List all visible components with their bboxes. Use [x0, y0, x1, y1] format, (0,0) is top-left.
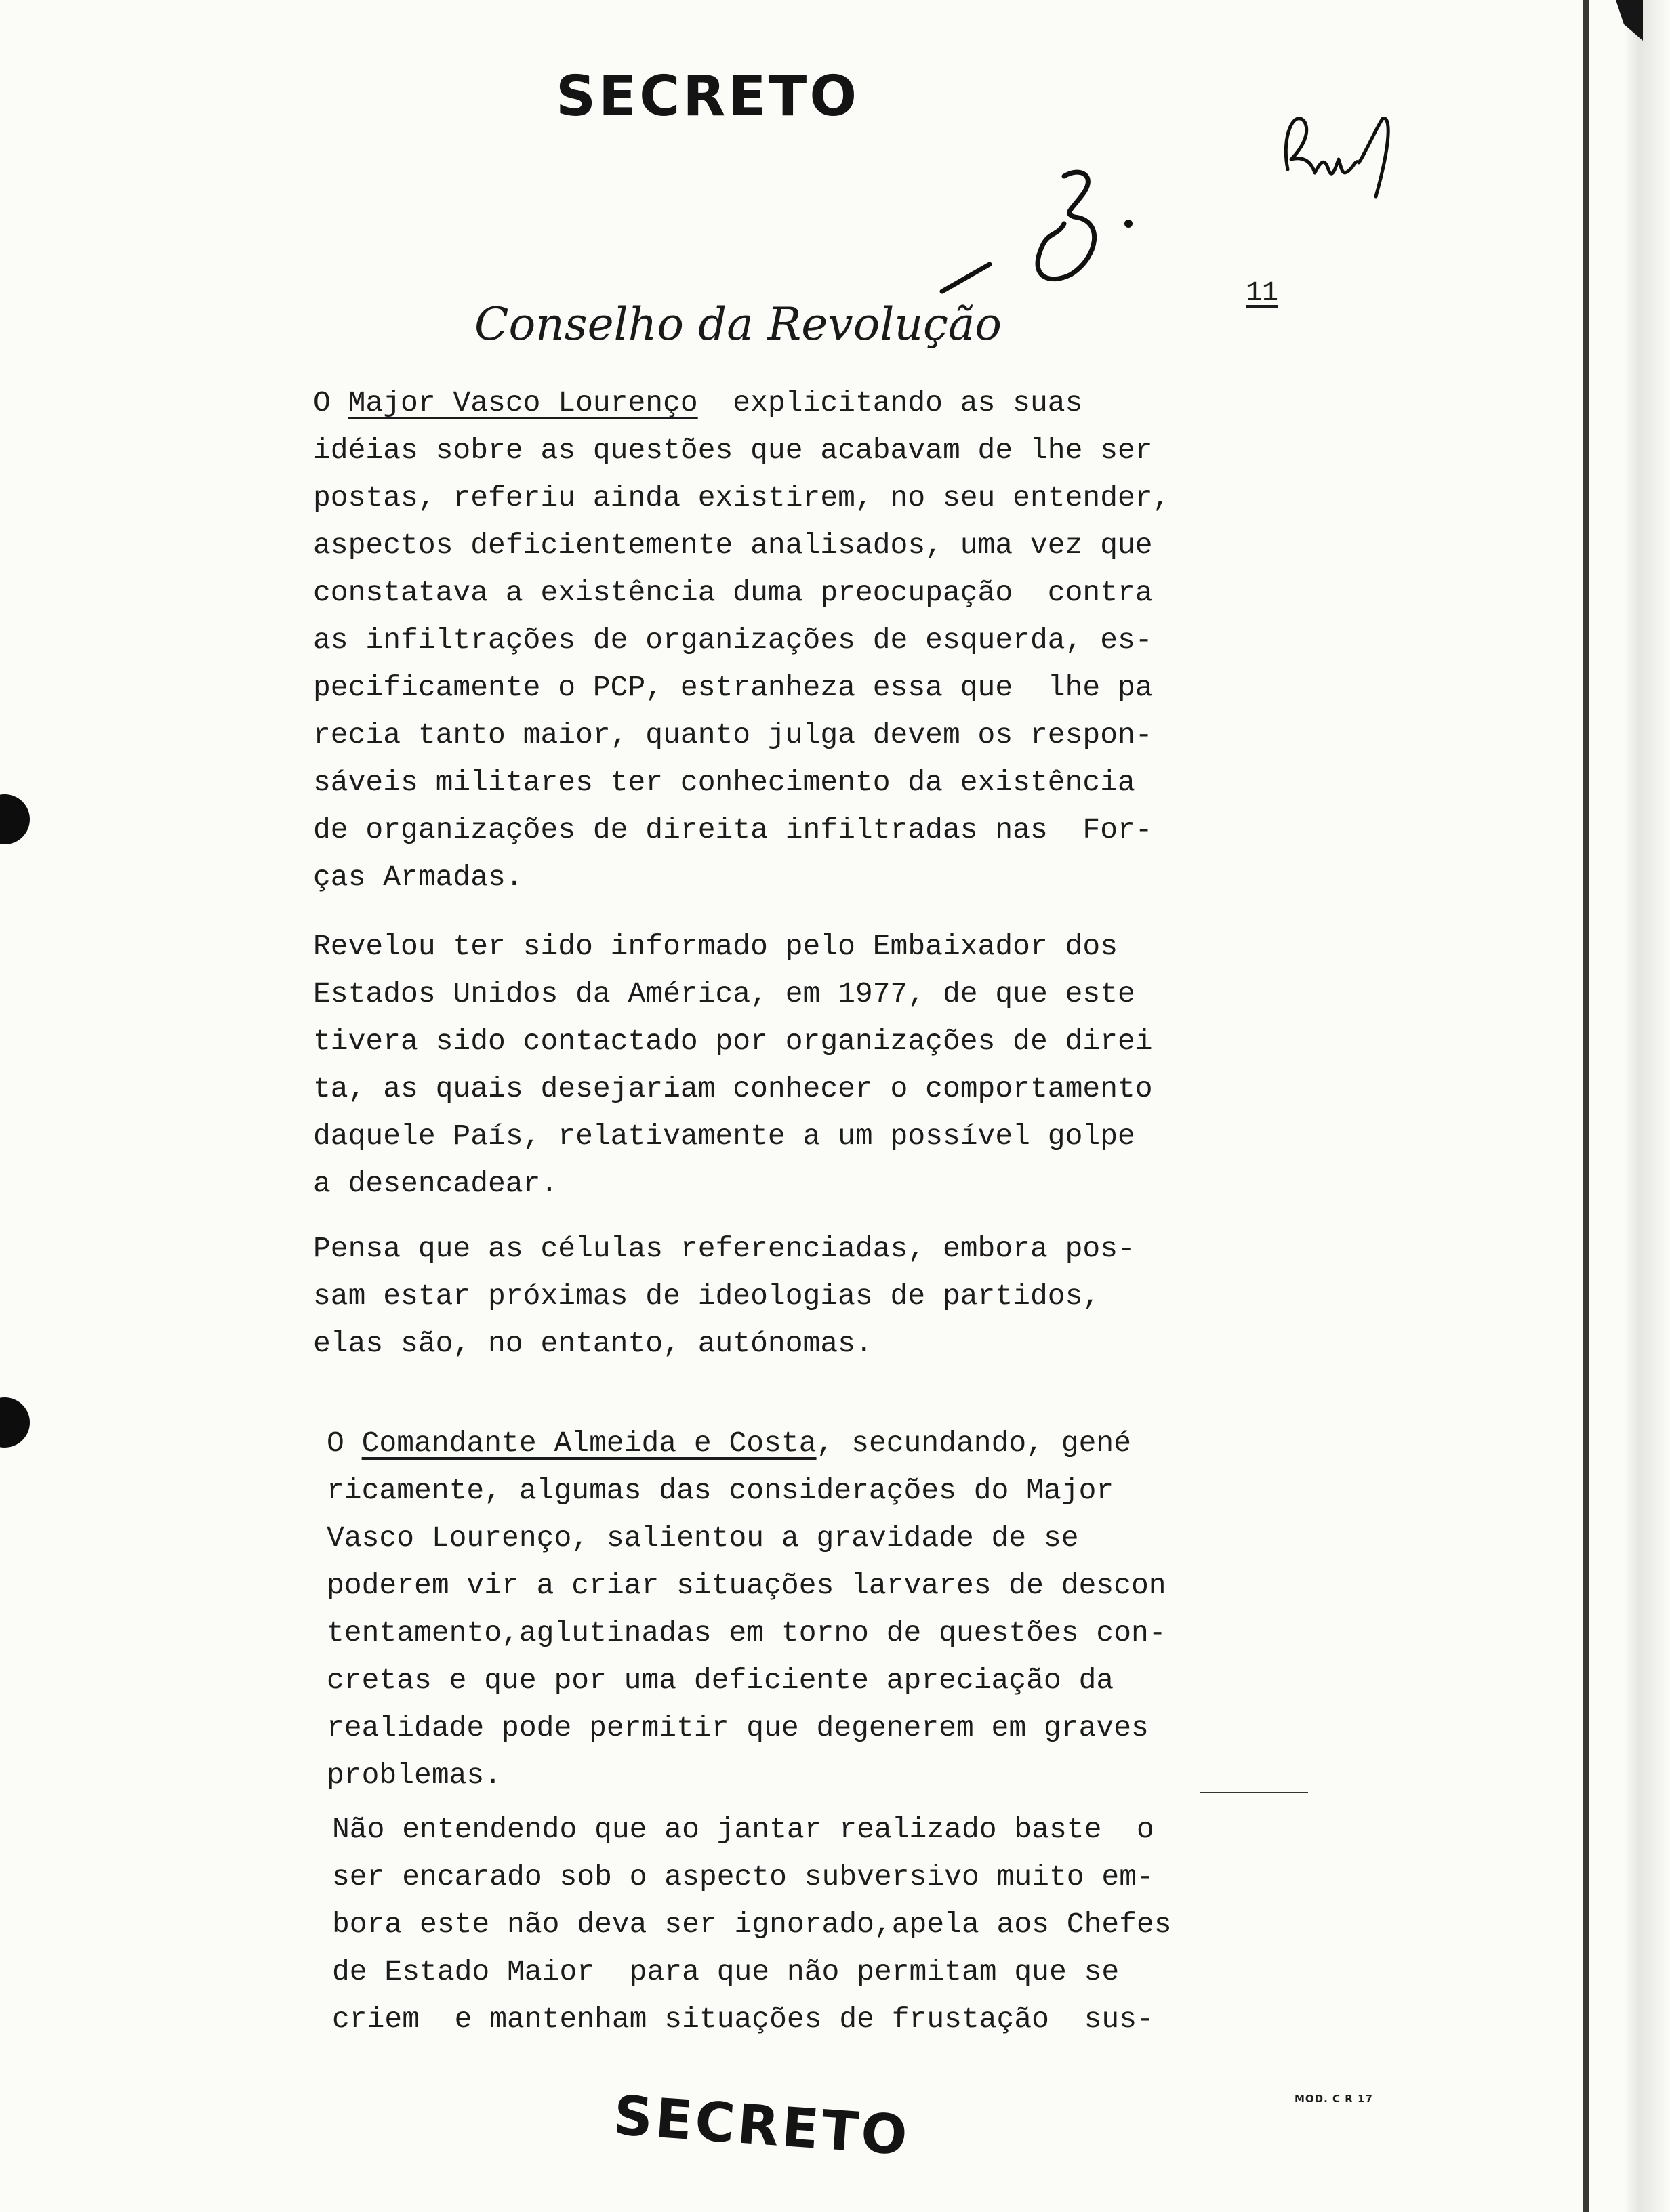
text-line: criem e mantenham situações de frustação sus- [332, 2003, 1154, 2036]
text-line: postas, referiu ainda existirem, no seu entender, [313, 481, 1170, 514]
text-line: tivera sido contactado por organizações de direi [313, 1025, 1153, 1058]
text-line: ças Armadas. [313, 861, 523, 894]
paragraph-1 [313, 380, 1235, 901]
paragraph-2 [313, 923, 1235, 1208]
text-line: tentamento,aglutinadas em torno de questões con- [327, 1616, 1166, 1650]
text-line: bora este não deva ser ignorado,apela aos Chefes [332, 1908, 1172, 1941]
page-number: 11 [1246, 278, 1279, 308]
form-model-code: MOD. C R 17 [1295, 2093, 1373, 2105]
binding-edge-line [1583, 0, 1589, 2212]
text-line: problemas. [327, 1759, 502, 1792]
line-prefix: O [327, 1427, 362, 1460]
classification-stamp-bottom: SECRETO [611, 2083, 912, 2168]
punch-hole-bottom [0, 1397, 30, 1448]
text-line: ser encarado sob o aspecto subversivo muito em- [332, 1860, 1154, 1893]
text-line: as infiltrações de organizações de esquerda, es- [313, 623, 1153, 657]
text-line [313, 380, 1235, 427]
handwritten-folio-mark [935, 156, 1152, 305]
text-line: idéias sobre as questões que acabavam de lhe ser [313, 434, 1153, 467]
line-suffix: , secundando, gené [816, 1427, 1132, 1460]
text-line: Vasco Lourenço, salientou a gravidade de se [327, 1521, 1079, 1555]
speaker-name: Major Vasco Lourenço [348, 386, 698, 419]
text-line: daquele País, relativamente a um possível golpe [313, 1120, 1135, 1153]
text-line: poderem vir a criar situações larvares de descon [327, 1569, 1166, 1602]
line-prefix: O [313, 386, 348, 419]
text-line: aspectos deficientemente analisados, uma vez que [313, 529, 1153, 562]
letterhead-title: Conselho da Revolução [474, 298, 1002, 350]
speaker-name: Comandante Almeida e Costa [361, 1427, 817, 1460]
paragraph-4 [327, 1420, 1248, 1799]
text-line: elas são, no entanto, autónomas. [313, 1327, 873, 1360]
text-line: ricamente, algumas das considerações do Major [327, 1474, 1114, 1507]
paragraph-5 [332, 1806, 1254, 2043]
handwritten-initials [1274, 95, 1410, 210]
text-line: constatava a existência duma preocupação contra [313, 576, 1153, 609]
text-line: sam estar próximas de ideologias de partidos, [313, 1279, 1101, 1313]
text-line: sáveis militares ter conhecimento da existência [313, 766, 1135, 799]
text-line: Pensa que as células referenciadas, embora pos- [313, 1232, 1135, 1265]
text-line: realidade pode permitir que degenerem em graves [327, 1711, 1149, 1744]
text-line: Estados Unidos da América, em 1977, de que este [313, 977, 1135, 1010]
text-line: ta, as quais desejariam conhecer o comportamento [313, 1072, 1153, 1105]
stray-rule [1200, 1792, 1308, 1793]
text-line: pecificamente o PCP, estranheza essa que lhe pa [313, 671, 1153, 704]
text-line: Não entendendo que ao jantar realizado baste o [332, 1813, 1154, 1846]
paragraph-3 [313, 1225, 1235, 1368]
line-suffix: explicitando as suas [697, 386, 1083, 419]
text-line: a desencadear. [313, 1167, 558, 1200]
text-line: de organizações de direita infiltradas nas For- [313, 813, 1153, 846]
text-line: de Estado Maior para que não permitam que se [332, 1955, 1120, 1988]
text-line: Revelou ter sido informado pelo Embaixador dos [313, 930, 1118, 963]
punch-hole-top [0, 794, 30, 844]
text-line: recia tanto maior, quanto julga devem os respon- [313, 718, 1153, 752]
text-line: cretas e que por uma deficiente apreciação da [327, 1664, 1114, 1697]
classification-stamp-top: SECRETO [556, 64, 860, 129]
text-line [327, 1420, 1248, 1467]
